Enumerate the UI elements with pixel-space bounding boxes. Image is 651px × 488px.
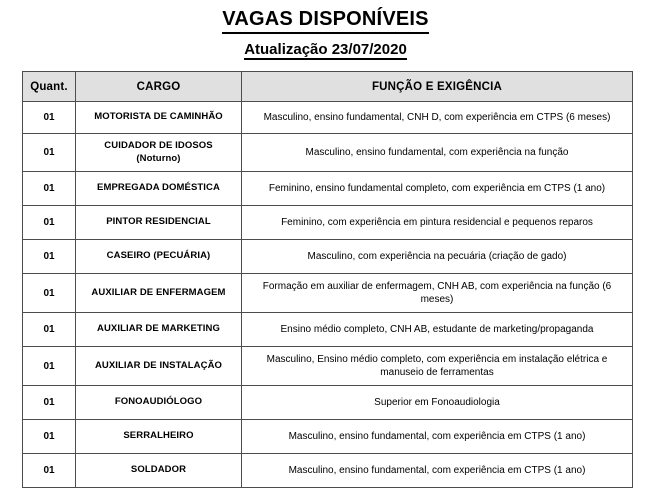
row-role-line1: MOTORISTA DE CAMINHÃO: [94, 111, 223, 123]
table-row: [23, 420, 633, 454]
row-role-line1: PINTOR RESIDENCIAL: [106, 216, 211, 228]
last-updated-label: Atualização 23/07/2020: [244, 41, 407, 60]
row-role: [76, 386, 242, 420]
row-role-line1: AUXILIAR DE MARKETING: [97, 323, 220, 335]
row-requirements: Masculino, Ensino médio completo, com experiência em instalação elétrica e manuseio de ferramentas: [242, 347, 633, 386]
table-row: [23, 347, 633, 386]
row-requirements: Masculino, ensino fundamental, com experiência em CTPS (1 ano): [242, 454, 633, 488]
row-role: [76, 454, 242, 488]
column-header-quantity: Quant.: [23, 72, 76, 102]
row-quantity: 01: [23, 454, 76, 488]
row-role-line1: CASEIRO (PECUÁRIA): [106, 250, 211, 262]
row-quantity: 01: [23, 240, 76, 274]
page-title: VAGAS DISPONÍVEIS: [222, 8, 428, 34]
row-quantity: 01: [23, 347, 76, 386]
row-role: [76, 420, 242, 454]
row-role: [76, 313, 242, 347]
row-role-line1: SERRALHEIRO: [123, 430, 194, 442]
row-role-line1: EMPREGADA DOMÉSTICA: [97, 182, 220, 194]
table-row: [23, 454, 633, 488]
table-row: [23, 172, 633, 206]
row-requirements: Feminino, ensino fundamental completo, com experiência em CTPS (1 ano): [242, 172, 633, 206]
row-quantity: 01: [23, 172, 76, 206]
row-quantity: 01: [23, 313, 76, 347]
row-role: [76, 206, 242, 240]
row-requirements: Masculino, ensino fundamental, com experiência na função: [242, 134, 633, 172]
row-role: [76, 240, 242, 274]
row-role: [76, 274, 242, 313]
vacancies-table-container: [22, 71, 632, 488]
row-role: [76, 347, 242, 386]
row-role-line1: AUXILIAR DE ENFERMAGEM: [91, 286, 226, 298]
vacancies-table: [22, 71, 633, 488]
row-role-line1: CUIDADOR DE IDOSOS: [104, 139, 213, 151]
row-quantity: 01: [23, 206, 76, 240]
row-quantity: 01: [23, 134, 76, 172]
column-header-role: CARGO: [76, 72, 242, 102]
row-role-line2: (Noturno): [136, 152, 181, 164]
row-role-line1: FONOAUDIÓLOGO: [114, 396, 203, 408]
row-requirements: Feminino, com experiência em pintura residencial e pequenos reparos: [242, 206, 633, 240]
row-requirements: Formação em auxiliar de enfermagem, CNH AB, com experiência na função (6 meses): [242, 274, 633, 313]
row-quantity: 01: [23, 274, 76, 313]
document-header: [0, 0, 651, 60]
row-requirements: Masculino, com experiência na pecuária (criação de gado): [242, 240, 633, 274]
table-row: [23, 386, 633, 420]
table-row: [23, 240, 633, 274]
table-row: [23, 313, 633, 347]
column-header-requirements: FUNÇÃO E EXIGÊNCIA: [242, 72, 633, 102]
row-quantity: 01: [23, 420, 76, 454]
row-role: [76, 134, 242, 172]
table-row: [23, 274, 633, 313]
table-body: [23, 102, 633, 488]
row-role-line1: SOLDADOR: [130, 464, 187, 476]
row-role-line1: AUXILIAR DE INSTALAÇÃO: [94, 359, 223, 371]
row-requirements: Masculino, ensino fundamental, com experiência em CTPS (1 ano): [242, 420, 633, 454]
row-requirements: Ensino médio completo, CNH AB, estudante de marketing/propaganda: [242, 313, 633, 347]
table-header-row: [23, 72, 633, 102]
table-header: [23, 72, 633, 102]
row-requirements: Superior em Fonoaudiologia: [242, 386, 633, 420]
row-role: [76, 172, 242, 206]
row-quantity: 01: [23, 386, 76, 420]
row-requirements: Masculino, ensino fundamental, CNH D, com experiência em CTPS (6 meses): [242, 102, 633, 134]
table-row: [23, 206, 633, 240]
table-row: [23, 134, 633, 172]
row-quantity: 01: [23, 102, 76, 134]
row-role: [76, 102, 242, 134]
table-row: [23, 102, 633, 134]
document-subtitle-row: [0, 41, 651, 60]
